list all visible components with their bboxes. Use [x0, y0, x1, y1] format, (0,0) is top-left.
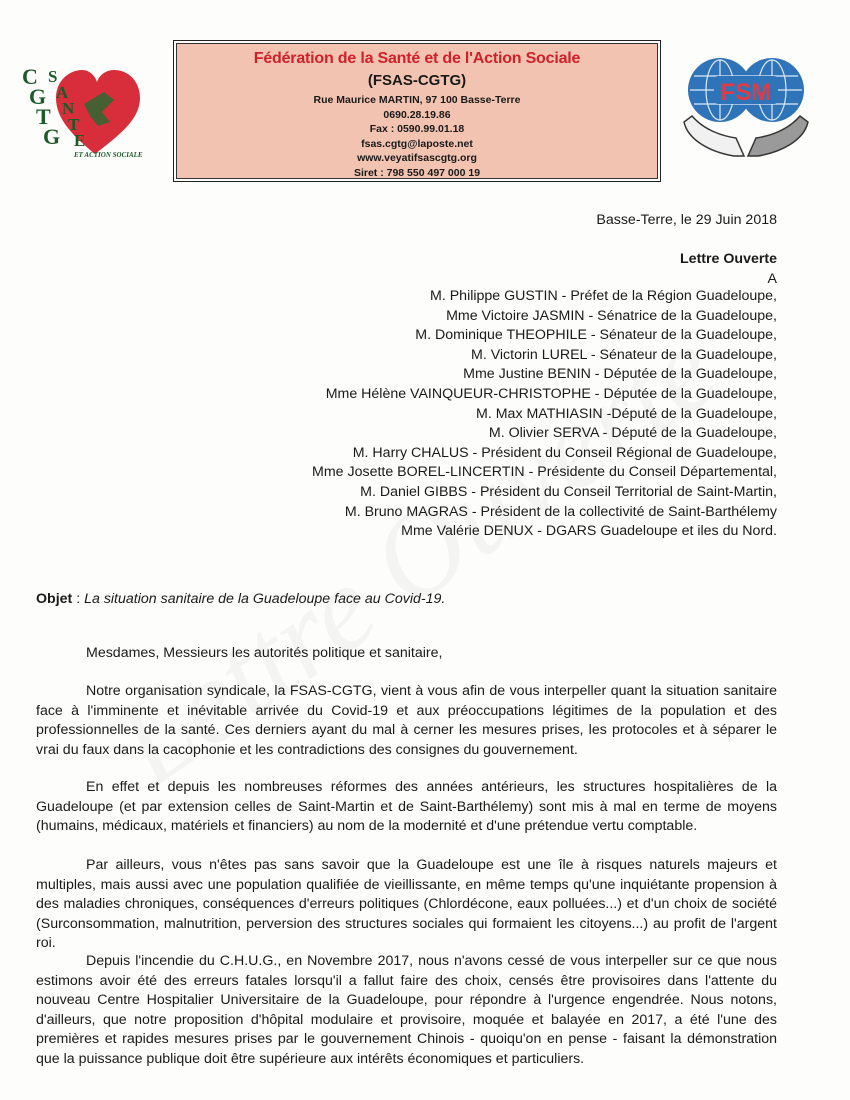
body-paragraph: Par ailleurs, vous n'êtes pas sans savoir que la Guadeloupe est une île à risques naturels majeurs et multiples, mais aussi avec une population qualifiée de vieillissante, en même temps qu'une inquiétante propension à des maladies chroniques, conséquences d'erreurs politiques (Chlordécone, eaux polluées...) et d'un choix de société (Surconsommation, malnutrition, perversion des structures sociales qui formaient les citoyens...) au profit de l'argent roi. — [36, 857, 777, 952]
letter-object — [36, 591, 445, 607]
globe-hands-icon — [676, 52, 816, 162]
body-paragraph: En effet et depuis les nombreuses réformes des années antérieurs, les structures hospitalières de la Guadeloupe (et par extension celles de Saint-Martin et de Saint-Barthélemy) sont mis à mal en terme de moyens (humains, médicaux, matériels et financiers) au nom de la modernité et d'une prétendue vertu comptable. — [36, 779, 777, 835]
recipient-line: M. Harry CHALUS - Président du Conseil Régional de Guadeloupe, — [352, 444, 777, 461]
svg-text:E: E — [74, 131, 86, 150]
svg-text:N: N — [62, 99, 75, 118]
svg-text:G: G — [29, 84, 47, 109]
recipient-line: Mme Valérie DENUX - DGARS Guadeloupe et iles du Nord. — [401, 523, 777, 540]
svg-text:T: T — [36, 104, 51, 129]
recipient-line: M. Daniel GIBBS - Président du Conseil Territorial de Saint-Martin, — [360, 483, 777, 500]
svg-text:T: T — [68, 115, 80, 134]
recipient-line: M. Max MATHIASIN -Député de la Guadeloupe, — [476, 405, 777, 422]
recipient-line: M. Bruno MAGRAS - Président de la collectivité de Saint-Barthélemy — [344, 503, 777, 520]
recipient-line: M. Victorin LUREL - Sénateur de la Guadeloupe, — [471, 346, 777, 363]
federation-siret: Siret : 798 550 497 000 19 — [353, 166, 481, 179]
body-paragraph: Notre organisation syndicale, la FSAS-CGTG, vient à vous afin de vous interpeller quant la situation sanitaire face à l'imminente et inévitable arrivée du Covid-19 et aux préoccupations légitimes de la population et des professionnelles de la santé. Ces derniers ayant du mal à cerner les mesures prises, les protocoles et à séparer le vrai du faux dans la cacophonie et les contradictions des consignes du gouvernement. — [36, 683, 777, 758]
fsm-logo — [676, 52, 816, 162]
federation-website: www.veyatifsascgtg.org — [357, 152, 477, 165]
letter-salutation: Mesdames, Messieurs les autorités politique et sanitaire, — [86, 645, 443, 661]
recipient-line: Mme Josette BOREL-LINCERTIN - Présidente du Conseil Départemental, — [312, 464, 777, 481]
letterhead-box — [173, 40, 661, 182]
object-separator: : — [72, 591, 85, 607]
letter-date: Basse-Terre, le 29 Juin 2018 — [596, 212, 777, 228]
federation-phone: 0690.28.19.86 — [383, 108, 451, 121]
federation-address: Rue Maurice MARTIN, 97 100 Basse-Terre — [313, 94, 521, 106]
recipient-line: M. Philippe GUSTIN - Préfet de la Région Guadeloupe, — [430, 288, 777, 304]
svg-text:C: C — [22, 64, 38, 89]
svg-text:G: G — [43, 124, 61, 149]
federation-fax: Fax : 0590.99.01.18 — [369, 123, 465, 136]
heart-logo-icon — [18, 64, 148, 160]
federation-email: fsas.cgtg@laposte.net — [361, 137, 473, 150]
svg-text:A: A — [56, 83, 69, 102]
letterhead-inner — [176, 43, 658, 179]
letter-to: A — [767, 271, 777, 287]
svg-text:FSM: FSM — [720, 79, 772, 106]
body-paragraph: Depuis l'incendie du C.H.U.G., en Novembre 2017, nous n'avons cessé de vous interpeller sur ce que nous estimons avoir été des erreurs fatales lorsqu'il a fallut faire des choix, censés être provisoires dans l'attente du nouveau Centre Hospitalier Universitaire de la Guadeloupe, pour répondre à l'urgence engendrée. Nous notons, d'ailleurs, que notre proposition d'hôpital modulaire et provisoire, moquée et balayée en 2017, a été l'une des premières et rapides mesures prises par le gouvernement Chinois - quoiqu'on en pense - faisant la démonstration que la puissance publique doit être supérieure aux intérêts économiques et particuliers. — [36, 953, 777, 1067]
recipient-line: Mme Hélène VAINQUEUR-CHRISTOPHE - Députée de la Guadeloupe, — [325, 385, 777, 402]
svg-text:S: S — [48, 67, 58, 86]
recipient-line: Mme Victoire JASMIN - Sénatrice de la Guadeloupe, — [446, 307, 777, 324]
recipient-line: M. Dominique THEOPHILE - Sénateur de la Guadeloupe, — [415, 327, 777, 344]
recipient-line: M. Olivier SERVA - Député de la Guadeloupe, — [488, 425, 777, 442]
svg-text:ET ACTION SOCIALE: ET ACTION SOCIALE — [74, 151, 143, 159]
recipient-list — [312, 287, 777, 542]
letter-heading: Lettre Ouverte — [680, 251, 777, 267]
federation-title: Fédération de la Santé et de l'Action Sociale — [253, 50, 581, 67]
cgtg-sante-logo — [18, 64, 148, 160]
federation-acronym: (FSAS-CGTG) — [367, 72, 467, 89]
recipient-line: Mme Justine BENIN - Députée de la Guadeloupe, — [463, 366, 777, 383]
object-label: Objet — [36, 591, 73, 607]
object-text: La situation sanitaire de la Guadeloupe face au Covid-19. — [84, 591, 446, 607]
